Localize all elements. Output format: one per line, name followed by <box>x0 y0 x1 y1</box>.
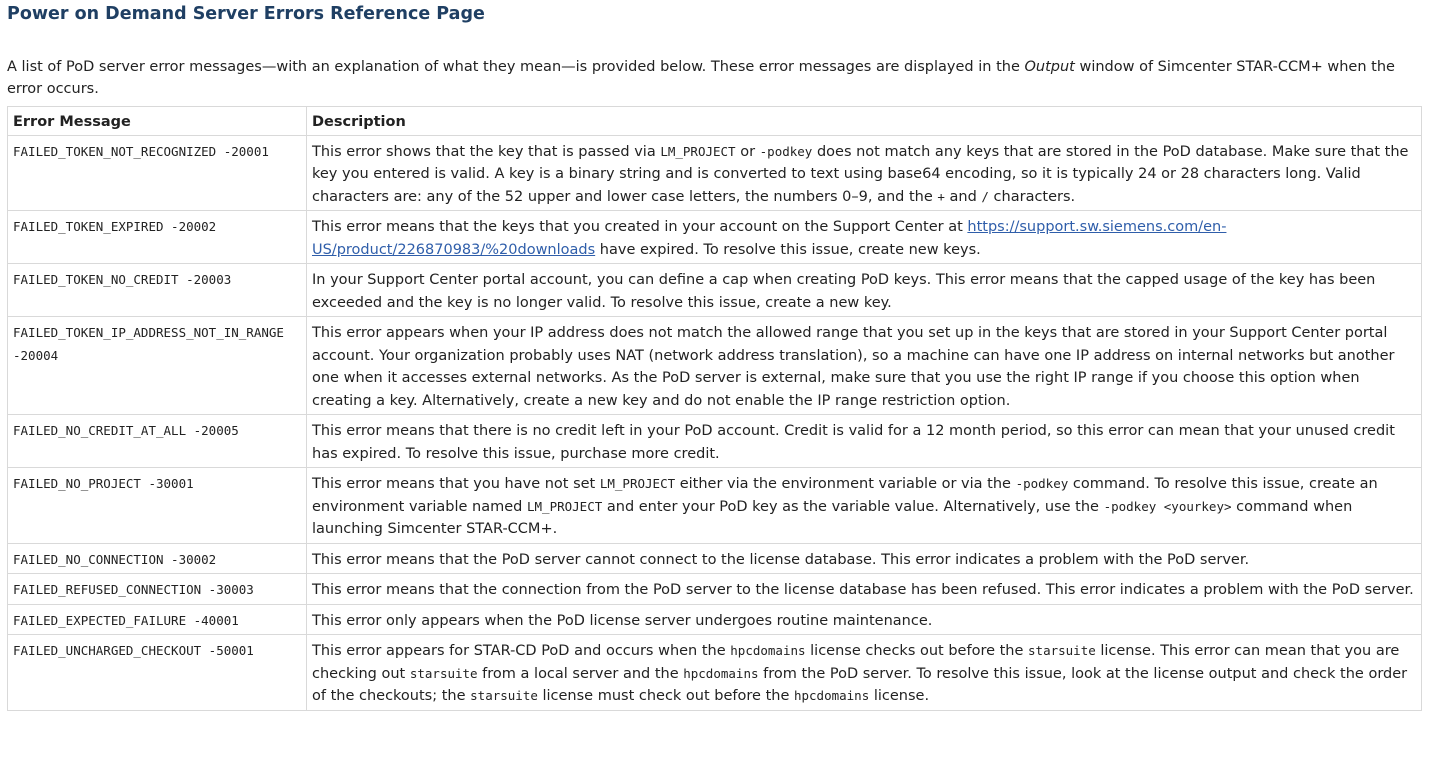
intro-text: A list of PoD server error messages—with an explanation of what they mean—is provided below. These error messages are displayed in the <box>7 59 1025 75</box>
description-text: This error shows that the key that is passed via <box>312 143 661 160</box>
description-cell <box>307 635 1422 711</box>
description-cell <box>307 574 1422 605</box>
inline-code: -podkey <box>759 143 813 159</box>
inline-code: LM_PROJECT <box>599 476 676 491</box>
inline-code: + <box>937 188 945 204</box>
inline-code: LM_PROJECT <box>660 143 736 159</box>
inline-code: starsuite <box>470 688 538 703</box>
error-table <box>7 106 1422 711</box>
table-row <box>8 317 1422 415</box>
header-error-message: Error Message <box>8 107 307 136</box>
error-message-cell: FAILED_EXPECTED_FAILURE -40001 <box>8 604 307 635</box>
error-message-cell: FAILED_TOKEN_NO_CREDIT -20003 <box>8 264 307 317</box>
page-title: Power on Demand Server Errors Reference Page <box>7 4 485 24</box>
description-text: does not match any keys that are stored in the PoD database. Make sure that the key you entered is valid. A key is a binary string and is converted to text using base64 encoding, so it is typically 24 or 28 characters long. Valid characters are: any of the 52 upper and lower case letters, the numbers 0–9, and the <box>312 143 1409 205</box>
table-row <box>8 468 1422 544</box>
description-text: This error means that there is no credit left in your PoD account. Credit is valid for a 12 month period, so this error can mean that your unused credit has expired. To resolve this issue, purchase more credit. <box>312 423 1395 462</box>
description-text: command when launching Simcenter STAR-CCM+. <box>312 498 1353 537</box>
header-description: Description <box>307 107 1422 136</box>
description-text: This error means that the connection from the PoD server to the license database has been refused. This error indicates a problem with the PoD server. <box>312 582 1414 598</box>
description-text: characters. <box>988 188 1076 205</box>
description-text: command. To resolve this issue, create an environment variable named <box>312 476 1378 515</box>
error-message-cell: FAILED_NO_PROJECT -30001 <box>8 468 307 544</box>
inline-code: hpcdomains <box>730 643 806 658</box>
description-text: have expired. To resolve this issue, create new keys. <box>595 241 981 258</box>
error-message-cell: FAILED_TOKEN_EXPIRED -20002 <box>8 211 307 264</box>
description-text: This error means that the PoD server cannot connect to the license database. This error indicates a problem with the PoD server. <box>312 551 1250 568</box>
table-row <box>8 264 1422 317</box>
description-cell <box>307 604 1422 635</box>
description-text: license checks out before the <box>805 643 1029 659</box>
description-text: In your Support Center portal account, you can define a cap when creating PoD keys. This error means that the capped usage of the key has been exceeded and the key is no longer valid. To resolve this issue, create a new key. <box>312 272 1376 311</box>
table-row <box>8 543 1422 574</box>
error-message-cell: FAILED_TOKEN_NOT_RECOGNIZED -20001 <box>8 135 307 211</box>
inline-code: starsuite <box>1028 643 1096 658</box>
description-cell <box>307 264 1422 317</box>
error-message-cell: FAILED_NO_CONNECTION -30002 <box>8 543 307 574</box>
description-text: This error appears when your IP address does not match the allowed range that you set up in the keys that are stored in your Support Center portal account. Your organization probably uses NAT (network address translation), so a machine can have one IP address on internal networks but another one when it accesses external networks. As the PoD server is external, make sure that you use the right IP range if you choose this option when creating a key. Alternatively, create a new key and do not enable the IP range restriction option. <box>312 325 1395 409</box>
description-text: license. This error can mean that you are checking out <box>312 643 1400 682</box>
description-text: and <box>944 188 982 205</box>
description-text: This error only appears when the PoD license server undergoes routine maintenance. <box>312 612 933 629</box>
description-text: license must check out before the <box>537 688 794 704</box>
inline-code: starsuite <box>409 665 478 681</box>
description-cell <box>307 135 1422 211</box>
description-cell <box>307 415 1422 468</box>
description-text: This error means that the keys that you created in your account on the Support Center at <box>312 219 968 235</box>
description-text: from a local server and the <box>477 665 684 682</box>
intro-paragraph <box>7 56 1419 100</box>
description-text: license. <box>869 688 930 704</box>
table-header-row <box>8 107 1422 136</box>
table-body <box>8 135 1422 710</box>
error-message-cell: FAILED_NO_CREDIT_AT_ALL -20005 <box>8 415 307 468</box>
description-text: and enter your PoD key as the variable value. Alternatively, use the <box>602 498 1104 515</box>
inline-code: hpcdomains <box>683 665 759 681</box>
description-cell <box>307 317 1422 415</box>
inline-code: -podkey <yourkey> <box>1103 498 1232 514</box>
inline-code: LM_PROJECT <box>527 498 603 514</box>
table-row <box>8 574 1422 605</box>
table-row <box>8 604 1422 635</box>
description-cell <box>307 211 1422 264</box>
description-cell <box>307 543 1422 574</box>
table-row <box>8 211 1422 264</box>
description-text: either via the environment variable or via the <box>675 476 1016 492</box>
description-text: This error appears for STAR-CD PoD and occurs when the <box>312 643 731 659</box>
table-row <box>8 635 1422 711</box>
error-message-cell: FAILED_REFUSED_CONNECTION -30003 <box>8 574 307 605</box>
intro-italic-output: Output <box>1024 59 1075 75</box>
inline-code: hpcdomains <box>793 688 870 703</box>
description-cell <box>307 468 1422 544</box>
description-text: This error means that you have not set <box>312 476 600 492</box>
description-text: from the PoD server. To resolve this issue, look at the license output and check the order of the checkouts; the <box>312 665 1408 704</box>
support-center-link[interactable]: https://support.sw.siemens.com/en-US/product/226870983/%20downloads <box>312 219 1227 258</box>
table-row <box>8 415 1422 468</box>
inline-code: -podkey <box>1015 476 1069 491</box>
intro-text-end: window of Simcenter STAR-CCM+ when the error occurs. <box>7 59 1395 97</box>
error-message-cell: FAILED_UNCHARGED_CHECKOUT -50001 <box>8 635 307 711</box>
description-text: or <box>735 143 760 160</box>
error-message-cell: FAILED_TOKEN_IP_ADDRESS_NOT_IN_RANGE -20004 <box>8 317 307 415</box>
table-row <box>8 135 1422 211</box>
inline-code: / <box>981 188 989 204</box>
